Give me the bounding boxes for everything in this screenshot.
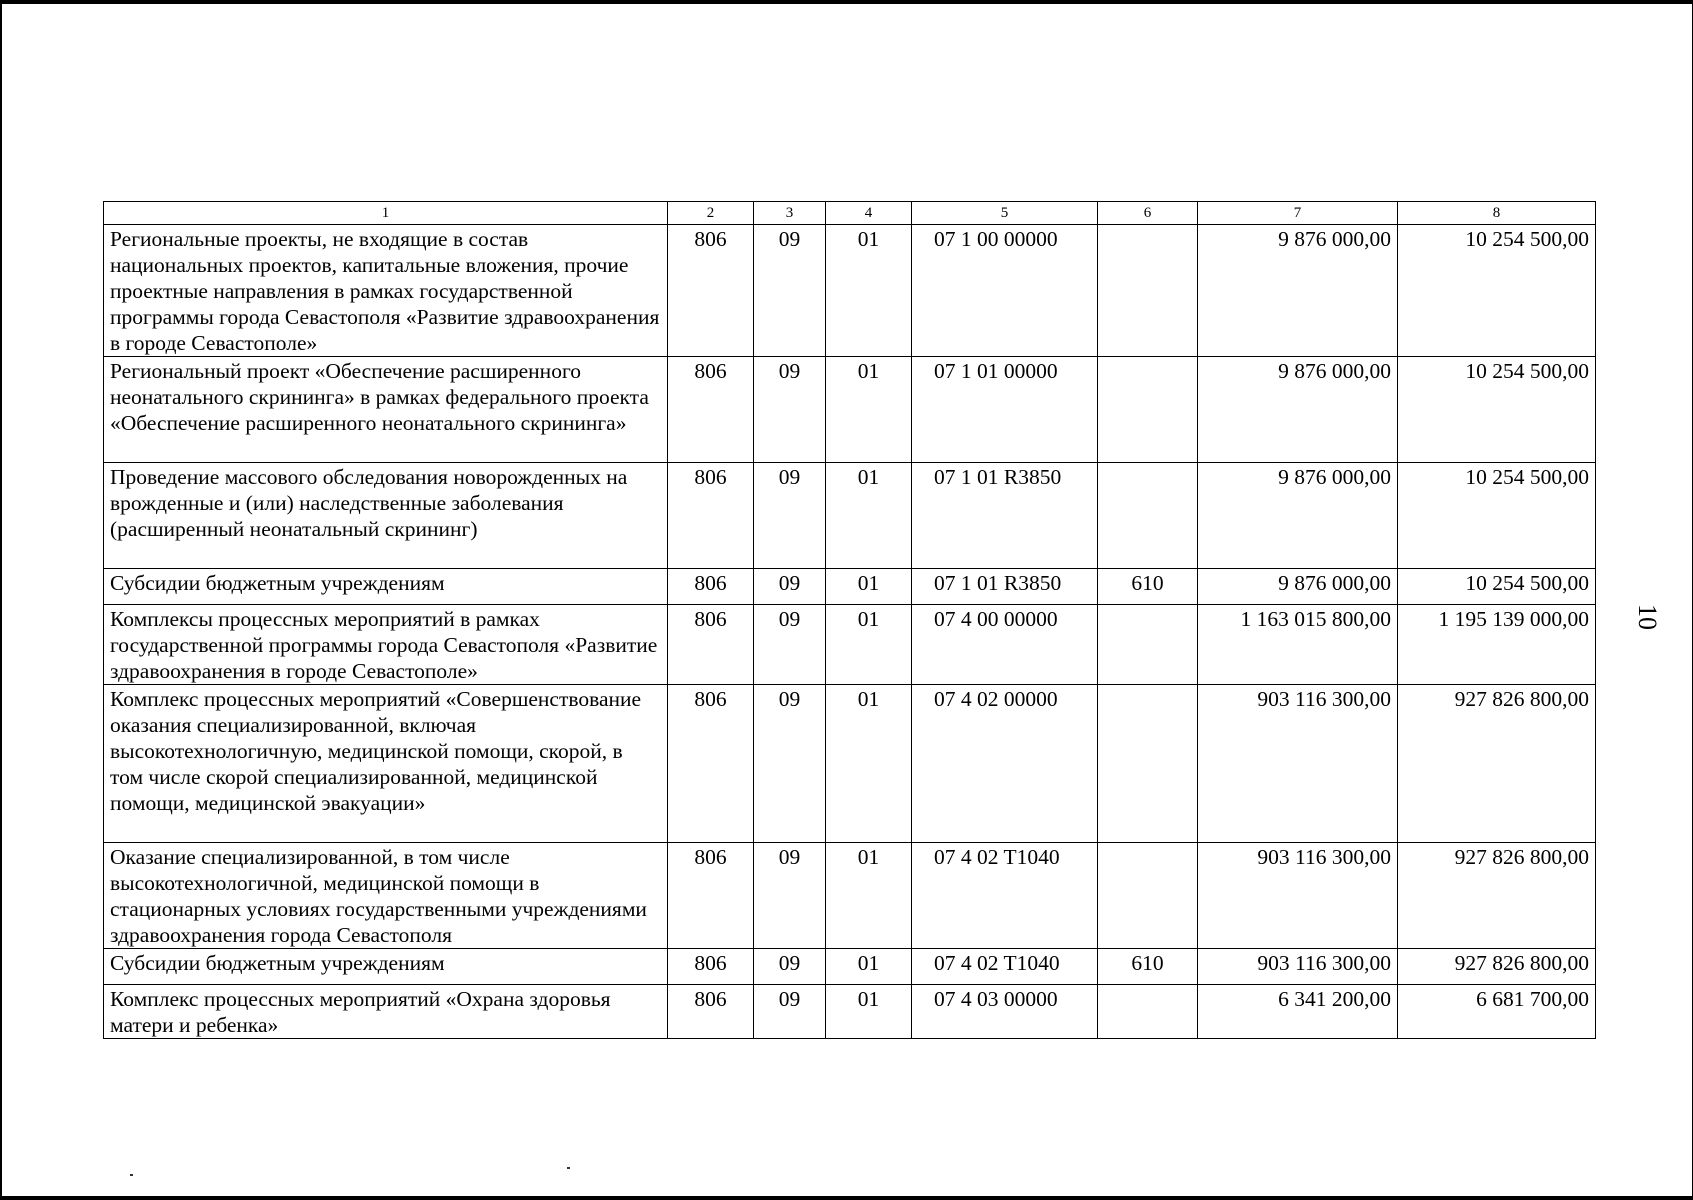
row-name: Комплекс процессных мероприятий «Совершенствование оказания специализированной, включая высокотехнологичную, медицинской помощи, скорой, в том числе скорой специализированной, медицинской помощи, медицинской эвакуации» (104, 685, 668, 843)
row-amount-2: 10 254 500,00 (1398, 225, 1596, 357)
row-ministry-code: 806 (668, 685, 754, 843)
budget-table (103, 201, 1596, 1039)
row-expense-type: 610 (1098, 949, 1198, 985)
row-section-code: 09 (754, 843, 826, 949)
scan-speck (567, 1167, 570, 1169)
row-amount-1: 9 876 000,00 (1198, 357, 1398, 463)
row-name: Региональные проекты, не входящие в состав национальных проектов, капитальные вложения, прочие проектные направления в рамках государственной программы города Севастополя «Развитие здравоохранения в городе Севастополе» (104, 225, 668, 357)
row-expense-type (1098, 843, 1198, 949)
row-amount-2: 927 826 800,00 (1398, 949, 1596, 985)
table-row (104, 463, 1596, 569)
row-expense-type (1098, 685, 1198, 843)
row-ministry-code: 806 (668, 225, 754, 357)
row-expense-type (1098, 985, 1198, 1039)
header-cell: 6 (1098, 202, 1198, 225)
row-target-article: 07 1 00 00000 (912, 225, 1098, 357)
row-section-code: 09 (754, 949, 826, 985)
row-subsection-code: 01 (826, 985, 912, 1039)
header-cell: 1 (104, 202, 668, 225)
table-row (104, 357, 1596, 463)
header-cell: 4 (826, 202, 912, 225)
row-ministry-code: 806 (668, 569, 754, 605)
row-amount-2: 927 826 800,00 (1398, 685, 1596, 843)
row-subsection-code: 01 (826, 685, 912, 843)
row-expense-type (1098, 357, 1198, 463)
row-expense-type: 610 (1098, 569, 1198, 605)
row-amount-2: 10 254 500,00 (1398, 463, 1596, 569)
page-number: 10 (1633, 604, 1662, 630)
row-ministry-code: 806 (668, 843, 754, 949)
header-cell: 7 (1198, 202, 1398, 225)
table-row (104, 685, 1596, 843)
row-expense-type (1098, 225, 1198, 357)
row-section-code: 09 (754, 225, 826, 357)
row-amount-2: 10 254 500,00 (1398, 569, 1596, 605)
row-target-article: 07 4 02 00000 (912, 685, 1098, 843)
table-row (104, 949, 1596, 985)
table-row (104, 569, 1596, 605)
row-target-article: 07 1 01 R3850 (912, 569, 1098, 605)
row-ministry-code: 806 (668, 463, 754, 569)
row-subsection-code: 01 (826, 843, 912, 949)
table-row (104, 225, 1596, 357)
header-cell: 3 (754, 202, 826, 225)
row-amount-2: 1 195 139 000,00 (1398, 605, 1596, 685)
row-section-code: 09 (754, 569, 826, 605)
table-row (104, 605, 1596, 685)
row-ministry-code: 806 (668, 357, 754, 463)
row-target-article: 07 4 02 T1040 (912, 949, 1098, 985)
row-subsection-code: 01 (826, 225, 912, 357)
row-subsection-code: 01 (826, 569, 912, 605)
row-section-code: 09 (754, 357, 826, 463)
row-ministry-code: 806 (668, 605, 754, 685)
row-target-article: 07 4 02 T1040 (912, 843, 1098, 949)
row-amount-2: 10 254 500,00 (1398, 357, 1596, 463)
row-section-code: 09 (754, 463, 826, 569)
row-amount-2: 6 681 700,00 (1398, 985, 1596, 1039)
row-subsection-code: 01 (826, 463, 912, 569)
row-expense-type (1098, 463, 1198, 569)
row-amount-1: 6 341 200,00 (1198, 985, 1398, 1039)
row-name: Проведение массового обследования новорожденных на врожденные и (или) наследственные заболевания (расширенный неонатальный скрининг) (104, 463, 668, 569)
row-amount-1: 903 116 300,00 (1198, 843, 1398, 949)
row-amount-1: 9 876 000,00 (1198, 225, 1398, 357)
row-name: Региональный проект «Обеспечение расширенного неонатального скрининга» в рамках федерального проекта «Обеспечение расширенного неонатального скрининга» (104, 357, 668, 463)
row-amount-1: 9 876 000,00 (1198, 463, 1398, 569)
row-ministry-code: 806 (668, 949, 754, 985)
row-name: Комплексы процессных мероприятий в рамках государственной программы города Севастополя «Развитие здравоохранения в городе Севастополе» (104, 605, 668, 685)
row-amount-1: 9 876 000,00 (1198, 569, 1398, 605)
row-target-article: 07 1 01 R3850 (912, 463, 1098, 569)
row-section-code: 09 (754, 985, 826, 1039)
row-amount-2: 927 826 800,00 (1398, 843, 1596, 949)
row-subsection-code: 01 (826, 357, 912, 463)
row-target-article: 07 1 01 00000 (912, 357, 1098, 463)
row-expense-type (1098, 605, 1198, 685)
row-name: Оказание специализированной, в том числе высокотехнологичной, медицинской помощи в стационарных условиях государственными учреждениями здравоохранения города Севастополя (104, 843, 668, 949)
table-header-row (104, 202, 1596, 225)
row-amount-1: 1 163 015 800,00 (1198, 605, 1398, 685)
header-cell: 2 (668, 202, 754, 225)
row-target-article: 07 4 03 00000 (912, 985, 1098, 1039)
row-amount-1: 903 116 300,00 (1198, 685, 1398, 843)
table-row (104, 843, 1596, 949)
table-row (104, 985, 1596, 1039)
row-section-code: 09 (754, 605, 826, 685)
row-subsection-code: 01 (826, 605, 912, 685)
row-amount-1: 903 116 300,00 (1198, 949, 1398, 985)
row-name: Субсидии бюджетным учреждениям (104, 569, 668, 605)
scan-speck (130, 1174, 133, 1176)
row-target-article: 07 4 00 00000 (912, 605, 1098, 685)
row-name: Комплекс процессных мероприятий «Охрана здоровья матери и ребенка» (104, 985, 668, 1039)
row-section-code: 09 (754, 685, 826, 843)
row-name: Субсидии бюджетным учреждениям (104, 949, 668, 985)
header-cell: 8 (1398, 202, 1596, 225)
header-cell: 5 (912, 202, 1098, 225)
row-ministry-code: 806 (668, 985, 754, 1039)
row-subsection-code: 01 (826, 949, 912, 985)
